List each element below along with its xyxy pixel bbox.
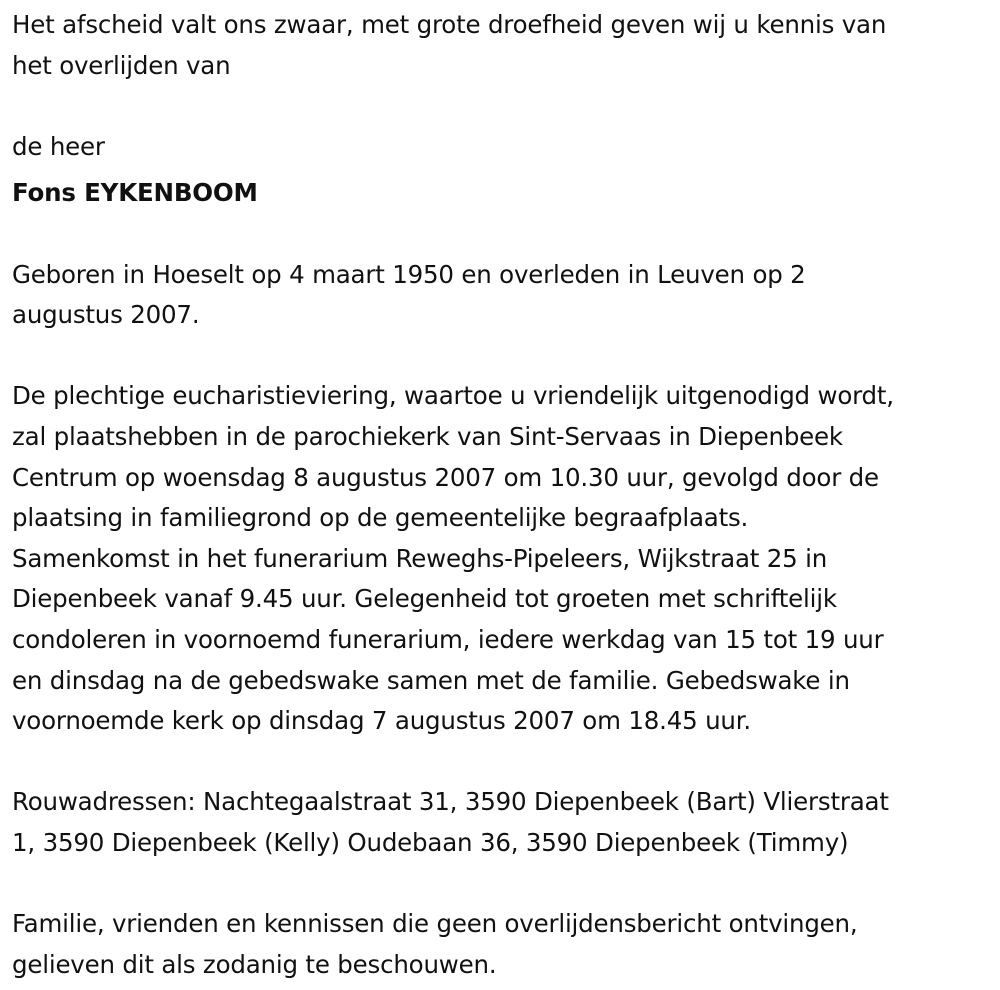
text-line: condoleren in voornoemd funerarium, iedere werkdag van 15 tot 19 uur — [12, 624, 884, 654]
closing-paragraph — [12, 904, 894, 985]
birth-paragraph — [12, 255, 894, 336]
text-line: zal plaatshebben in de parochiekerk van Sint-Servaas in Diepenbeek — [12, 421, 843, 451]
deceased-name: Fons EYKENBOOM — [12, 178, 258, 208]
obituary-text — [12, 5, 894, 985]
name-block — [12, 127, 894, 214]
text-line: De plechtige eucharistieviering, waartoe u vriendelijk uitgenodigd wordt, — [12, 381, 894, 411]
text-line: plaatsing in familiegrond op de gemeentelijke begraafplaats. — [12, 503, 749, 533]
text-line: en dinsdag na de gebedswake samen met de familie. Gebedswake in — [12, 665, 850, 695]
text-line: Centrum op woensdag 8 augustus 2007 om 10.30 uur, gevolgd door de — [12, 462, 879, 492]
text-line: voornoemde kerk op dinsdag 7 augustus 2007 om 18.45 uur. — [12, 706, 751, 736]
salutation: de heer — [12, 131, 105, 161]
text-line: 1, 3590 Diepenbeek (Kelly) Oudebaan 36, 3590 Diepenbeek (Timmy) — [12, 827, 849, 857]
text-line: Het afscheid valt ons zwaar, met grote droefheid geven wij u kennis van — [12, 10, 887, 39]
text-line: gelieven dit als zodanig te beschouwen. — [12, 949, 497, 979]
intro-paragraph — [12, 5, 894, 86]
text-line: Samenkomst in het funerarium Reweghs-Pipeleers, Wijkstraat 25 in — [12, 543, 828, 573]
text-line: Geboren in Hoeselt op 4 maart 1950 en overleden in Leuven op 2 — [12, 259, 806, 289]
ceremony-paragraph — [12, 376, 894, 741]
text-line: Diepenbeek vanaf 9.45 uur. Gelegenheid tot groeten met schriftelijk — [12, 584, 837, 614]
addresses-paragraph — [12, 782, 894, 863]
text-line: het overlijden van — [12, 50, 231, 80]
text-line: Rouwadressen: Nachtegaalstraat 31, 3590 Diepenbeek (Bart) Vlierstraat — [12, 787, 889, 817]
text-line: Familie, vrienden en kennissen die geen overlijdensbericht ontvingen, — [12, 909, 858, 939]
text-line: augustus 2007. — [12, 300, 200, 330]
